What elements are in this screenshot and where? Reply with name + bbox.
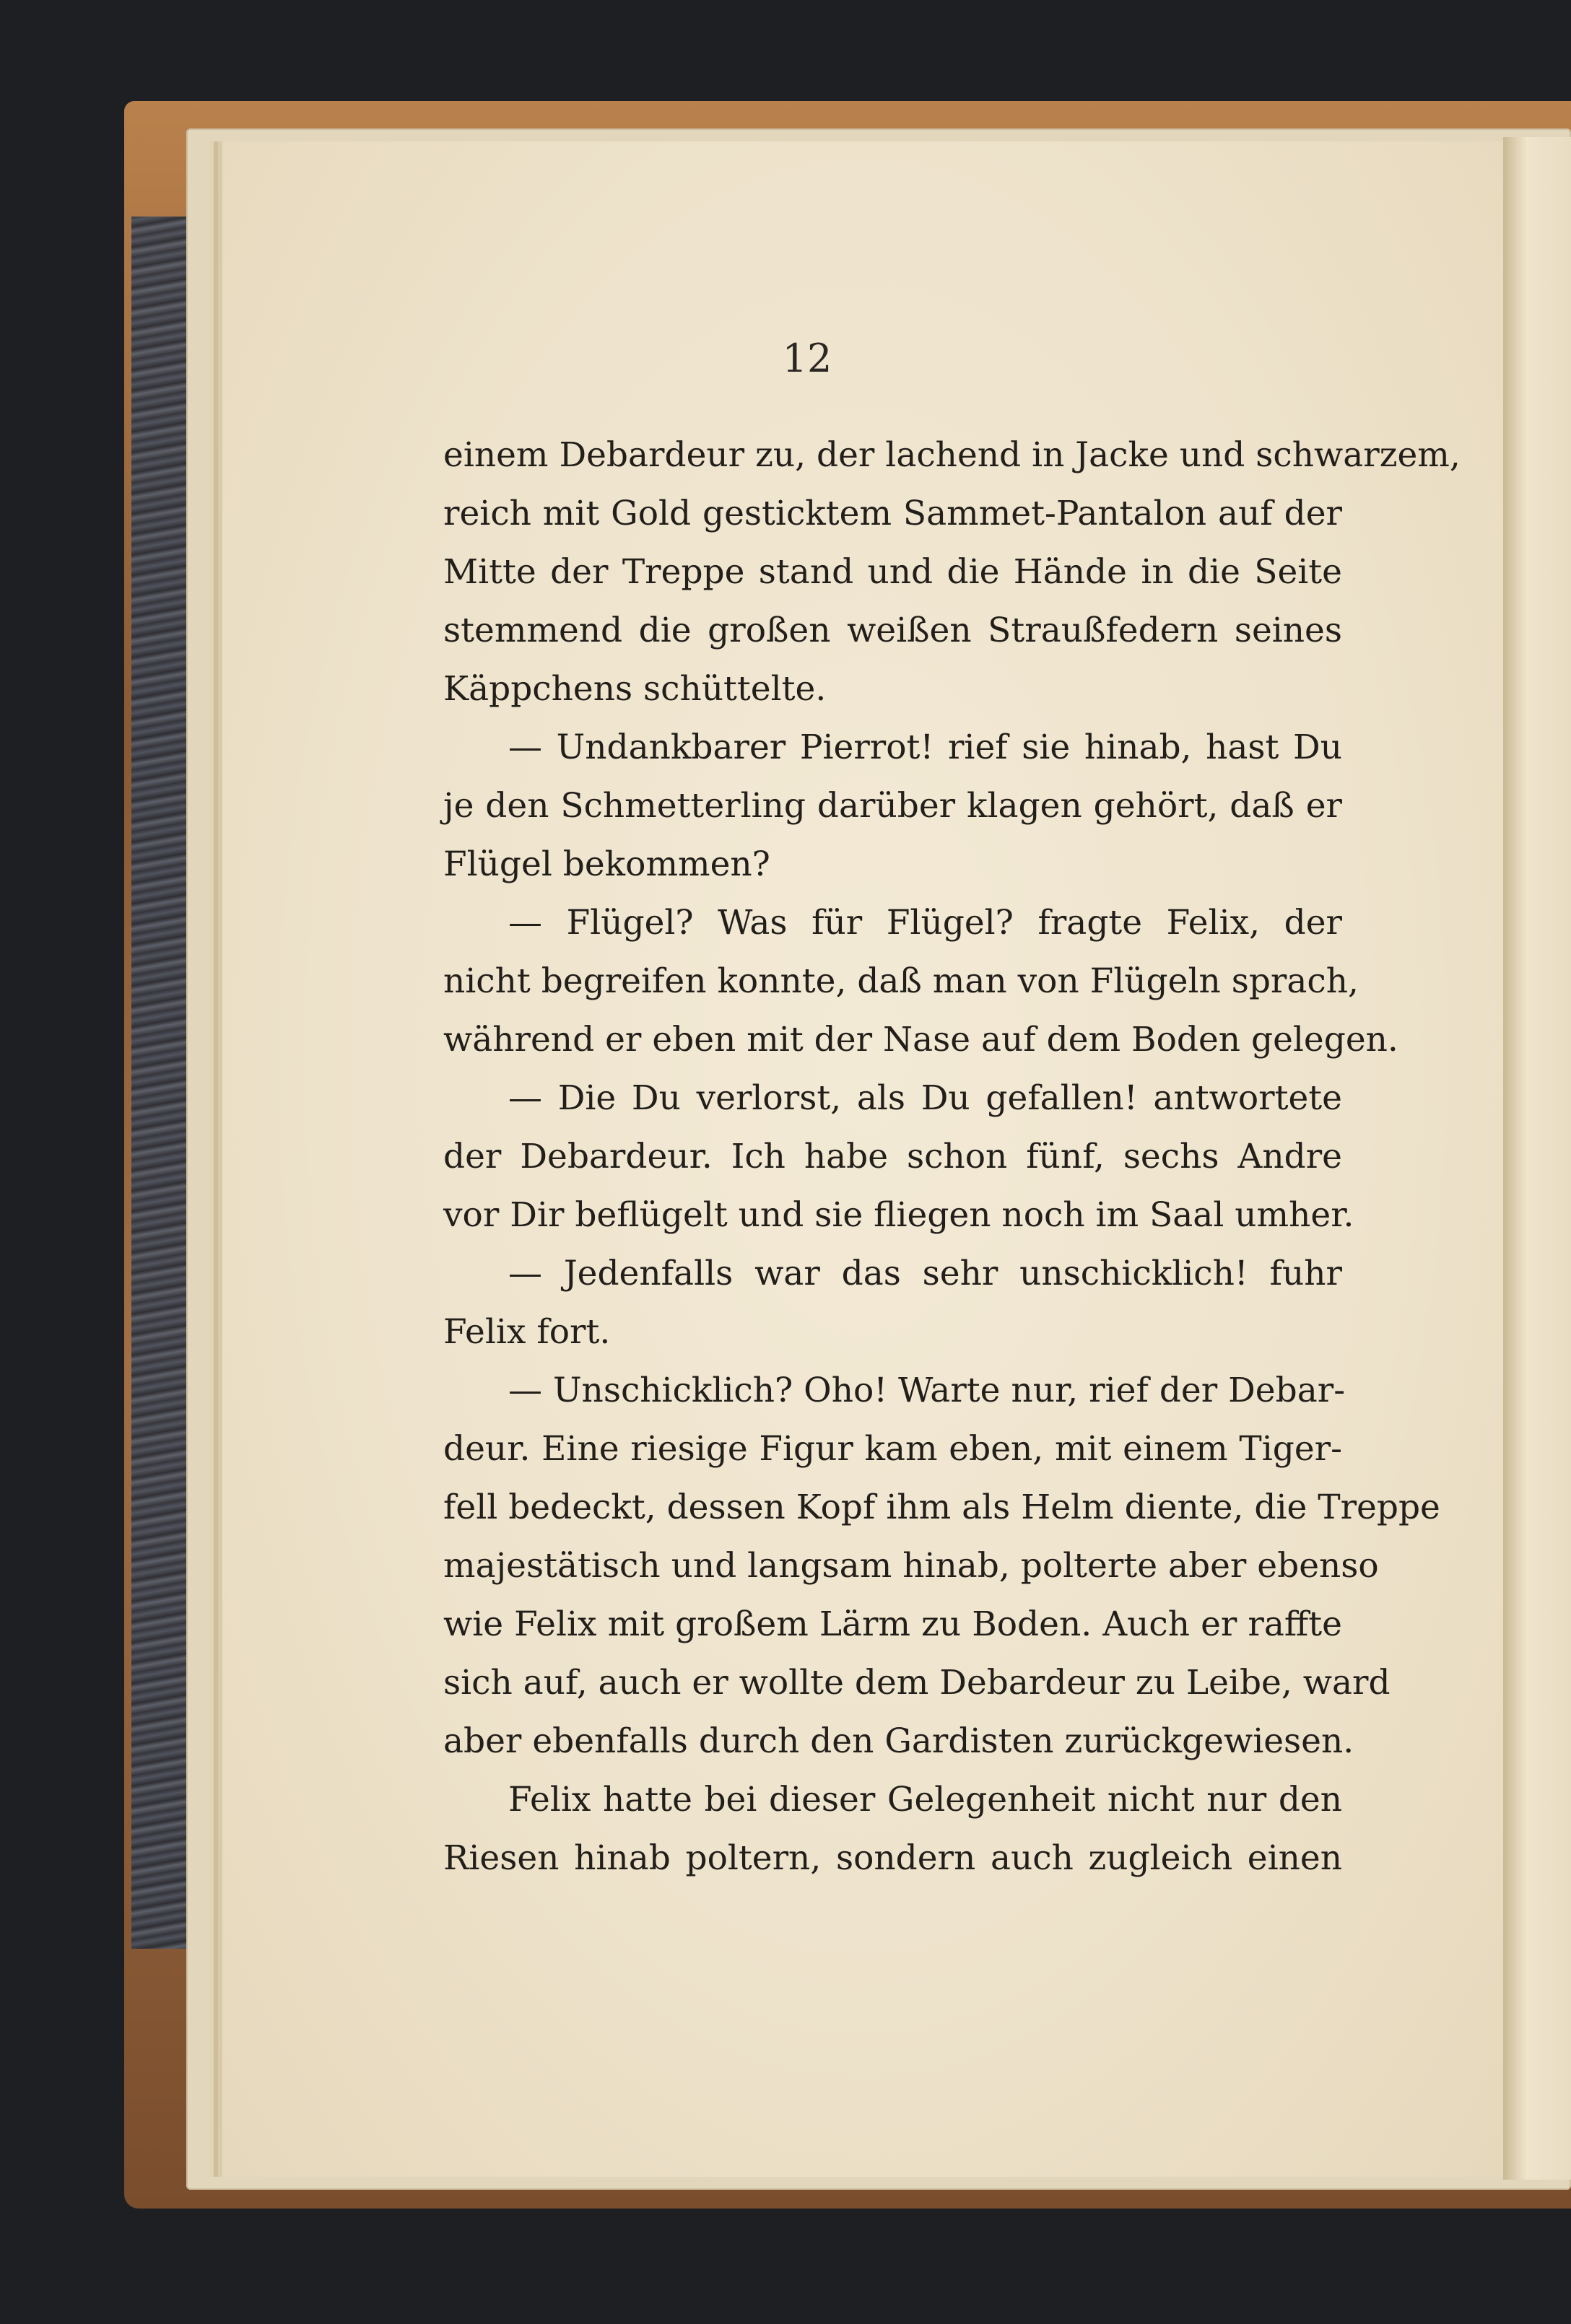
text-line: reich mit Gold gesticktem Sammet-Pantalon auf der: [443, 494, 1342, 533]
text-line: aber ebenfalls durch den Gardisten zurückgewiesen.: [443, 1721, 1354, 1761]
text-line: fell bedeckt, dessen Kopf ihm als Helm diente, die Treppe: [443, 1488, 1440, 1527]
text-line: Mitte der Treppe stand und die Hände in die Seite: [443, 552, 1342, 592]
text-line: Felix fort.: [443, 1312, 611, 1352]
text-line: Felix hatte bei dieser Gelegenheit nicht nur den: [508, 1780, 1342, 1820]
page-number: 12: [782, 336, 832, 381]
text-line: Käppchens schüttelte.: [443, 669, 827, 709]
text-line: majestätisch und langsam hinab, polterte aber ebenso: [443, 1546, 1379, 1586]
text-line: einem Debardeur zu, der lachend in Jacke und schwarzem,: [443, 435, 1461, 475]
text-line: der Debardeur. Ich habe schon fünf, sechs Andre: [443, 1137, 1342, 1176]
facing-page-edge: [1503, 137, 1571, 2180]
text-line: während er eben mit der Nase auf dem Boden gelegen.: [443, 1020, 1398, 1060]
text-line: wie Felix mit großem Lärm zu Boden. Auch er raffte: [443, 1604, 1342, 1644]
body-text: [443, 426, 1461, 1887]
text-line: — Die Du verlorst, als Du gefallen! antwortete: [508, 1078, 1342, 1118]
text-line: vor Dir beflügelt und sie fliegen noch im Saal umher.: [443, 1195, 1354, 1235]
text-line: je den Schmetterling darüber klagen gehört, daß er: [443, 786, 1342, 826]
text-line: Flügel bekommen?: [443, 844, 770, 884]
text-line: — Flügel? Was für Flügel? fragte Felix, der: [508, 903, 1342, 943]
text-line: stemmend die großen weißen Straußfedern seines: [443, 611, 1342, 650]
text-line: Riesen hinab poltern, sondern auch zugleich einen: [443, 1838, 1342, 1878]
text-line: sich auf, auch er wollte dem Debardeur zu Leibe, ward: [443, 1663, 1391, 1703]
text-line: — Unschicklich? Oho! Warte nur, rief der Debar-: [508, 1371, 1346, 1410]
text-line: — Jedenfalls war das sehr unschicklich! fuhr: [508, 1254, 1342, 1293]
text-line: deur. Eine riesige Figur kam eben, mit einem Tiger-: [443, 1429, 1342, 1469]
text-line: nicht begreifen konnte, daß man von Flügeln sprach,: [443, 961, 1359, 1001]
text-line: — Undankbarer Pierrot! rief sie hinab, hast Du: [508, 728, 1342, 767]
